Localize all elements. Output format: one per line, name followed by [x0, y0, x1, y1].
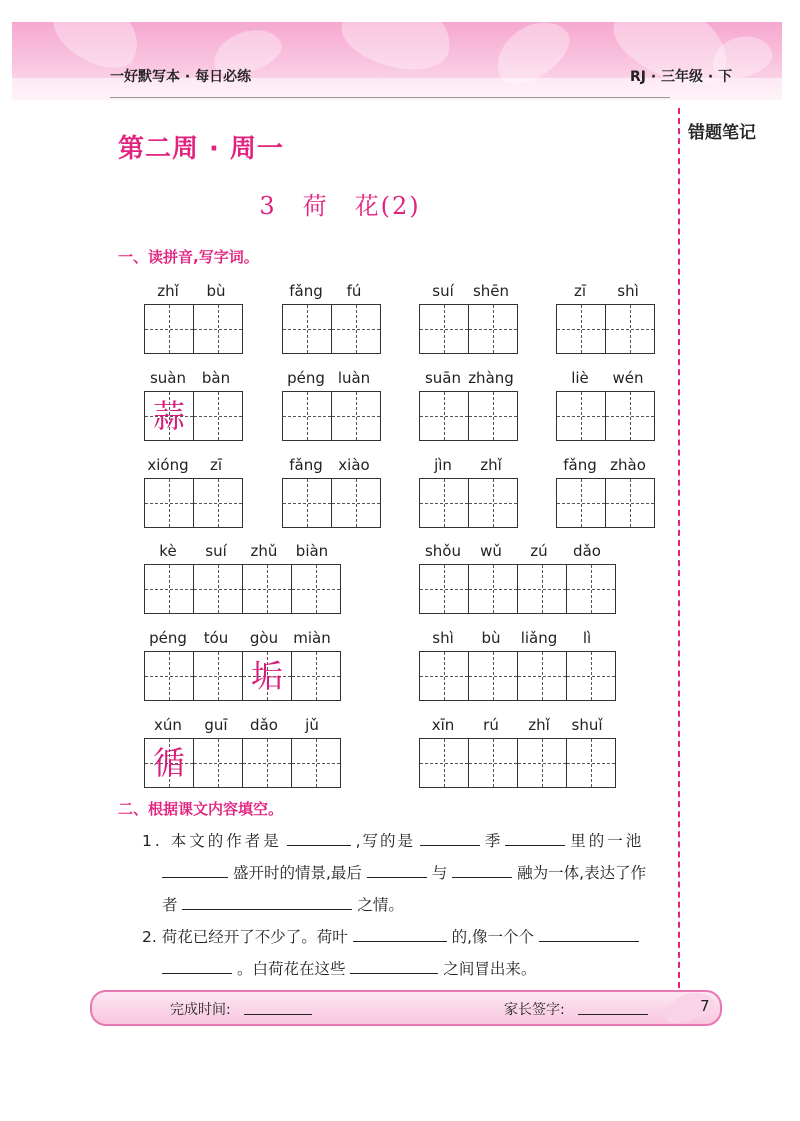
q2-blank-cont[interactable]: [162, 957, 232, 974]
pinyin-syllable: luàn: [337, 369, 371, 387]
pinyin-syllable: suí: [205, 542, 227, 560]
written-character: [332, 392, 380, 440]
header-banner: [12, 22, 782, 100]
pinyin-syllable: bù: [206, 282, 226, 300]
q2-text-d: 之间冒出来。: [443, 960, 537, 978]
written-character: [283, 392, 331, 440]
tianzige-boxes: [282, 478, 381, 528]
written-character: [420, 392, 468, 440]
q1-blank-author[interactable]: [287, 829, 351, 846]
pinyin-row: [419, 369, 518, 389]
writing-cell[interactable]: [292, 739, 340, 787]
tianzige-boxes: [144, 304, 243, 354]
pinyin-syllable: zhǐ: [157, 282, 179, 300]
written-character: [283, 305, 331, 353]
pinyin-syllable: suàn: [149, 369, 187, 387]
q2-text-a: 2. 荷花已经开了不少了。荷叶: [142, 928, 348, 946]
written-character: [145, 479, 193, 527]
pinyin-syllable: kè: [159, 542, 177, 560]
written-character: [606, 479, 654, 527]
written-character: [420, 652, 468, 700]
tianzige-boxes: [144, 391, 243, 441]
pinyin-syllable: lì: [582, 629, 592, 647]
written-character: [606, 392, 654, 440]
pinyin-syllable: zī: [573, 282, 587, 300]
pinyin-row: [556, 456, 655, 476]
page-number: 7: [700, 997, 710, 1015]
written-character: [518, 652, 566, 700]
pinyin-syllable: wén: [612, 369, 644, 387]
pinyin-row: [144, 629, 341, 649]
writing-cell[interactable]: [145, 565, 194, 613]
writing-cell[interactable]: [567, 565, 615, 613]
lesson-title: 3 荷 花(2): [259, 192, 421, 220]
writing-cell[interactable]: [557, 479, 606, 527]
written-character: [145, 652, 193, 700]
word-grid-18: [419, 716, 616, 788]
section2-title: 二、根据课文内容填空。: [118, 800, 284, 818]
written-character: [557, 479, 605, 527]
tianzige-boxes: [144, 651, 341, 701]
pinyin-syllable: xún: [154, 716, 182, 734]
pinyin-row: [419, 716, 616, 736]
pinyin-row: [144, 456, 243, 476]
section1-title: 一、读拼音,写字词。: [118, 248, 259, 266]
pinyin-row: [282, 282, 381, 302]
q2-text-b: 的,像一个个: [451, 928, 535, 946]
pinyin-row: [419, 542, 616, 562]
word-grid-9: [144, 456, 243, 528]
pinyin-syllable: dǎo: [573, 542, 601, 560]
pinyin-syllable: rú: [483, 716, 499, 734]
writing-cell[interactable]: [420, 392, 469, 440]
q1-text-e: 盛开时的情景,最后: [232, 864, 362, 882]
q1-blank-flower[interactable]: [162, 861, 228, 878]
q1-blank-season[interactable]: [420, 829, 480, 846]
writing-cell[interactable]: [420, 739, 469, 787]
q1-text-d: 里的一池: [570, 832, 645, 850]
written-character: [194, 479, 242, 527]
pinyin-syllable: gòu: [249, 629, 279, 647]
pinyin-syllable: dǎo: [250, 716, 278, 734]
completion-time-label: 完成时间:: [170, 1002, 231, 1018]
tianzige-boxes: [419, 564, 616, 614]
writing-cell[interactable]: [469, 479, 517, 527]
writing-cell[interactable]: [194, 305, 242, 353]
writing-cell[interactable]: [567, 739, 615, 787]
footer-bar: [90, 990, 722, 1026]
pinyin-syllable: wǔ: [480, 542, 502, 560]
tianzige-boxes: [419, 738, 616, 788]
pinyin-row: [282, 456, 381, 476]
tianzige-boxes: [144, 478, 243, 528]
pinyin-row: [282, 369, 381, 389]
written-character: [567, 739, 615, 787]
writing-cell[interactable]: [469, 305, 517, 353]
question-2: [142, 921, 682, 985]
written-character: [194, 305, 242, 353]
writing-cell[interactable]: [557, 305, 606, 353]
pinyin-syllable: zhǐ: [480, 456, 502, 474]
writing-cell[interactable]: [145, 305, 194, 353]
written-character: [557, 305, 605, 353]
written-character: [567, 565, 615, 613]
word-grid-5: [144, 369, 243, 441]
written-character: [292, 652, 340, 700]
written-character: [420, 739, 468, 787]
tianzige-boxes: [556, 478, 655, 528]
writing-cell[interactable]: [243, 739, 292, 787]
q1-blank-x[interactable]: [367, 861, 427, 878]
question-1: [142, 825, 682, 921]
writing-cell[interactable]: [420, 305, 469, 353]
written-character: [292, 565, 340, 613]
writing-cell[interactable]: [194, 479, 242, 527]
writing-cell[interactable]: [283, 479, 332, 527]
writing-cell[interactable]: [567, 652, 615, 700]
pinyin-syllable: bù: [481, 629, 501, 647]
word-grid-17: [144, 716, 341, 788]
tianzige-boxes: [144, 564, 341, 614]
pinyin-syllable: shuǐ: [571, 716, 603, 734]
writing-cell[interactable]: [332, 392, 380, 440]
pinyin-syllable: shǒu: [424, 542, 461, 560]
writing-cell[interactable]: [518, 565, 567, 613]
writing-cell[interactable]: [469, 739, 518, 787]
q1-text-b: ,写的是: [355, 832, 416, 850]
written-character: 循: [152, 744, 185, 782]
writing-cell[interactable]: [420, 652, 469, 700]
writing-cell[interactable]: [292, 652, 340, 700]
pinyin-row: [419, 629, 616, 649]
tianzige-boxes: [282, 304, 381, 354]
written-character: [145, 305, 193, 353]
written-character: [194, 739, 242, 787]
parent-signature-field[interactable]: [578, 1014, 648, 1015]
pinyin-row: [144, 716, 341, 736]
parent-signature-label: 家长签字:: [504, 1002, 565, 1018]
tianzige-boxes: [419, 304, 518, 354]
pinyin-row: [419, 456, 518, 476]
writing-cell[interactable]: [194, 739, 243, 787]
series-title: 一好默写本 · 每日必练: [110, 69, 252, 85]
writing-cell[interactable]: [283, 305, 332, 353]
pinyin-row: [144, 542, 341, 562]
week-title: 第二周 · 周一: [118, 134, 284, 164]
word-grid-8: [556, 369, 655, 441]
pinyin-syllable: shì: [432, 629, 454, 647]
written-character: [194, 565, 242, 613]
pinyin-syllable: fǎng: [289, 282, 323, 300]
word-grid-3: [419, 282, 518, 354]
written-character: [283, 479, 331, 527]
writing-cell[interactable]: [243, 652, 292, 700]
q2-blank-like[interactable]: [539, 925, 639, 942]
written-character: [145, 565, 193, 613]
writing-cell[interactable]: [469, 565, 518, 613]
q1-text-h: 者: [162, 896, 178, 914]
written-character: [469, 305, 517, 353]
written-character: [606, 305, 654, 353]
pinyin-row: [556, 369, 655, 389]
pinyin-syllable: zhào: [610, 456, 646, 474]
q2-text-c: 。白荷花在这些: [236, 960, 346, 978]
pinyin-syllable: suí: [432, 282, 454, 300]
word-grid-4: [556, 282, 655, 354]
word-grid-13: [144, 542, 341, 614]
header-rule: [110, 97, 670, 98]
writing-cell[interactable]: [145, 739, 194, 787]
writing-cell[interactable]: [518, 739, 567, 787]
writing-cell[interactable]: [606, 305, 654, 353]
written-character: [469, 479, 517, 527]
written-character: [518, 565, 566, 613]
q1-blank-place[interactable]: [505, 829, 565, 846]
word-grid-10: [282, 456, 381, 528]
word-grid-11: [419, 456, 518, 528]
pinyin-syllable: suān: [424, 369, 462, 387]
written-character: [567, 652, 615, 700]
written-character: [420, 305, 468, 353]
word-grid-2: [282, 282, 381, 354]
pinyin-syllable: shì: [617, 282, 639, 300]
writing-cell[interactable]: [606, 479, 654, 527]
pinyin-syllable: shēn: [472, 282, 510, 300]
pinyin-syllable: fǎng: [289, 456, 323, 474]
written-character: [332, 479, 380, 527]
writing-cell[interactable]: [469, 652, 518, 700]
written-character: [469, 565, 517, 613]
writing-cell[interactable]: [194, 392, 242, 440]
pinyin-row: [419, 282, 518, 302]
written-character: [194, 392, 242, 440]
word-grid-12: [556, 456, 655, 528]
q2-blank-between[interactable]: [350, 957, 438, 974]
writing-cell[interactable]: [420, 479, 469, 527]
pinyin-syllable: xiào: [338, 456, 370, 474]
pinyin-syllable: zhàng: [468, 369, 514, 387]
writing-cell[interactable]: [145, 392, 194, 440]
word-grid-15: [144, 629, 341, 701]
written-character: [557, 392, 605, 440]
side-notes-title: 错题笔记: [688, 123, 756, 143]
written-character: [243, 565, 291, 613]
written-character: [469, 652, 517, 700]
writing-cell[interactable]: [332, 479, 380, 527]
writing-cell[interactable]: [243, 565, 292, 613]
written-character: [194, 652, 242, 700]
writing-cell[interactable]: [332, 305, 380, 353]
pinyin-row: [556, 282, 655, 302]
pinyin-syllable: xióng: [147, 456, 189, 474]
written-character: [420, 565, 468, 613]
pinyin-syllable: péng: [149, 629, 187, 647]
pinyin-syllable: tóu: [203, 629, 229, 647]
written-character: [518, 739, 566, 787]
q1-text-g: 融为一体,表达了作: [517, 864, 647, 882]
writing-cell[interactable]: [145, 652, 194, 700]
pinyin-syllable: fú: [346, 282, 362, 300]
q1-text-a: 1. 本文的作者是: [142, 832, 282, 850]
writing-cell[interactable]: [145, 479, 194, 527]
word-grid-6: [282, 369, 381, 441]
pinyin-syllable: xīn: [431, 716, 455, 734]
completion-time-field[interactable]: [244, 1014, 312, 1015]
writing-cell[interactable]: [606, 392, 654, 440]
tianzige-boxes: [419, 651, 616, 701]
pinyin-syllable: fǎng: [563, 456, 597, 474]
pinyin-syllable: zī: [209, 456, 223, 474]
tianzige-boxes: [282, 391, 381, 441]
word-grid-16: [419, 629, 616, 701]
word-grid-1: [144, 282, 243, 354]
writing-cell[interactable]: [469, 392, 517, 440]
q1-text-f: 与: [431, 864, 448, 882]
writing-cell[interactable]: [292, 565, 340, 613]
written-character: 垢: [250, 657, 283, 695]
pinyin-syllable: jìn: [434, 456, 452, 474]
tianzige-boxes: [556, 304, 655, 354]
writing-cell[interactable]: [557, 392, 606, 440]
pinyin-syllable: guī: [204, 716, 228, 734]
pinyin-syllable: zú: [530, 542, 548, 560]
q2-blank-leaf[interactable]: [353, 925, 447, 942]
written-character: [243, 739, 291, 787]
written-character: [469, 739, 517, 787]
pinyin-syllable: liǎng: [520, 629, 558, 647]
pinyin-row: [144, 282, 243, 302]
q1-text-c: 季: [484, 832, 501, 850]
pinyin-syllable: zhǐ: [528, 716, 550, 734]
written-character: [469, 392, 517, 440]
written-character: [332, 305, 380, 353]
pinyin-syllable: péng: [287, 369, 325, 387]
pinyin-syllable: biàn: [295, 542, 329, 560]
writing-cell[interactable]: [283, 392, 332, 440]
written-character: 蒜: [152, 397, 185, 435]
q1-blank-y[interactable]: [452, 861, 512, 878]
writing-cell[interactable]: [194, 652, 243, 700]
tianzige-boxes: [556, 391, 655, 441]
word-grid-14: [419, 542, 616, 614]
writing-cell[interactable]: [420, 565, 469, 613]
pinyin-syllable: zhǔ: [250, 542, 278, 560]
grade-label: RJ · 三年级 · 下: [630, 69, 733, 85]
written-character: [420, 479, 468, 527]
written-character: [292, 739, 340, 787]
pinyin-syllable: liè: [571, 369, 589, 387]
tianzige-boxes: [419, 391, 518, 441]
q1-text-i: 之情。: [357, 896, 404, 914]
tianzige-boxes: [144, 738, 341, 788]
pinyin-syllable: miàn: [293, 629, 331, 647]
pinyin-syllable: bàn: [201, 369, 231, 387]
writing-cell[interactable]: [518, 652, 567, 700]
pinyin-syllable: jǔ: [305, 716, 319, 734]
tianzige-boxes: [419, 478, 518, 528]
q1-blank-feeling[interactable]: [182, 893, 352, 910]
pinyin-row: [144, 369, 243, 389]
writing-cell[interactable]: [194, 565, 243, 613]
word-grid-7: [419, 369, 518, 441]
